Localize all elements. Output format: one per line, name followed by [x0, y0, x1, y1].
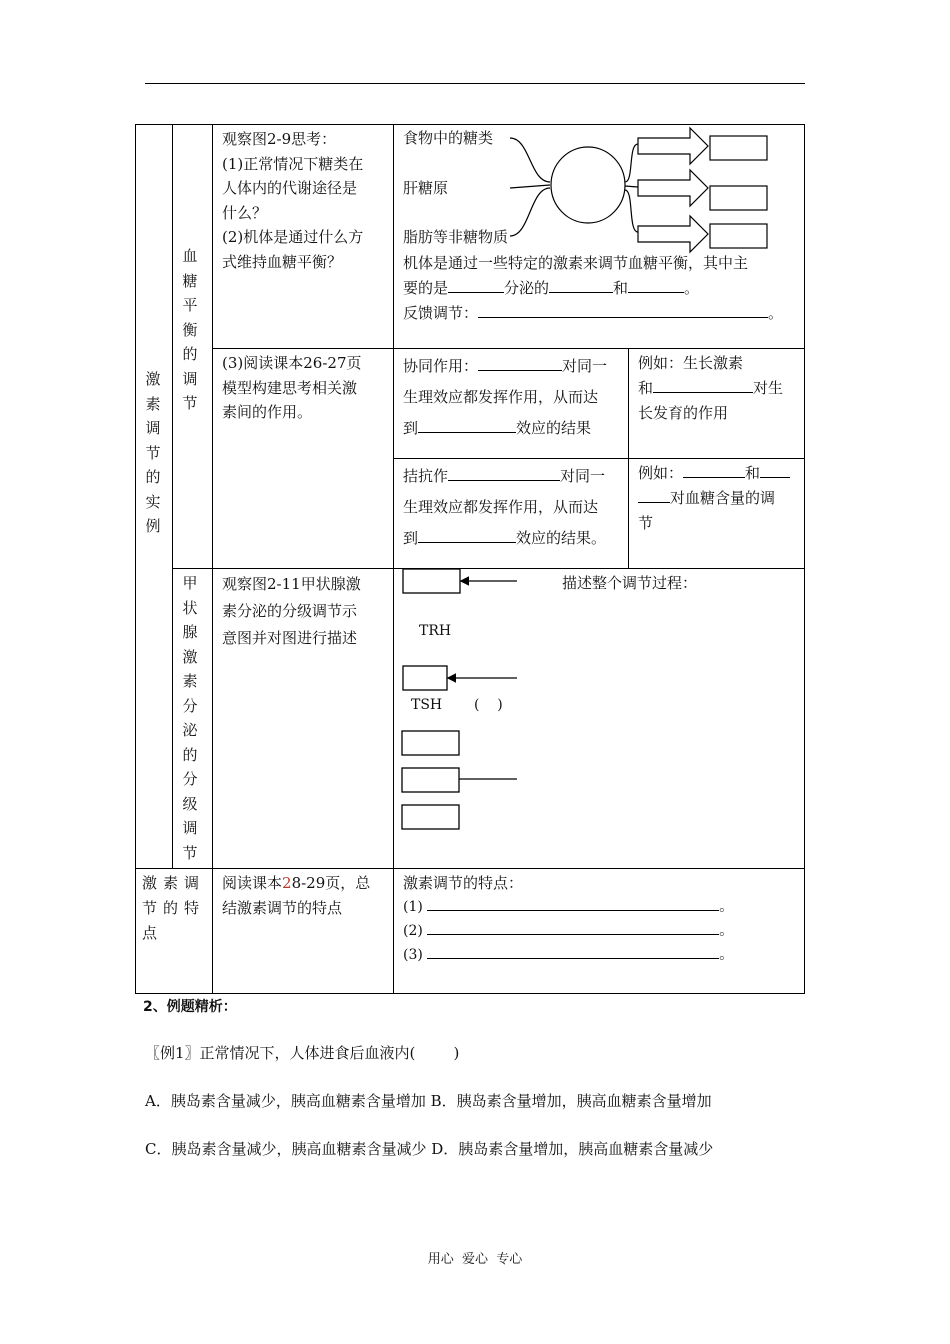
- features-label: 激素调节的特点: [142, 874, 206, 942]
- blood-sugar-diagram: [500, 124, 780, 254]
- features-answers: 激素调节的特点： (1) 。 (2) 。 (3) 。: [403, 874, 734, 963]
- example-stem: 〖例1〗正常情况下，人体进食后血液内( ): [145, 1044, 460, 1062]
- section-heading: 2、例题精析：: [143, 999, 237, 1015]
- thyroid-label: 甲 状 腺 激 素 分 泌 的 分 级 调 节: [182, 574, 198, 862]
- tsh-label: TSH: [411, 697, 443, 713]
- trh-label: TRH: [419, 623, 452, 639]
- blood-sugar-label: 血 糖 平 衡 的 调 节: [182, 247, 198, 412]
- blank-feedback[interactable]: [478, 302, 768, 318]
- arrow-2: [638, 170, 708, 206]
- header-rule: [145, 83, 805, 84]
- feedback-line: 反馈调节： 。: [403, 304, 784, 322]
- antagonism-example: 例如： 和 对血糖含量的调 节: [638, 461, 790, 536]
- blank-paren[interactable]: ( ): [474, 697, 503, 713]
- hypothalamus-box: [403, 569, 460, 593]
- target-box: [402, 805, 459, 829]
- synergy-example: 例如：生长激素 和 对生 长发育的作用: [638, 354, 784, 422]
- synergy-cell: 协同作用： 对同一 生理效应都发挥作用，从而达 到 效应的结果: [403, 357, 608, 437]
- blank-synergy[interactable]: [478, 355, 562, 371]
- blank-antagonism-hormone-2b[interactable]: [638, 487, 670, 503]
- features-reading: 阅读课本28-29页，总 结激素调节的特点: [222, 874, 371, 917]
- thyroid-description: 观察图2-11甲状腺激 素分泌的分级调节示 意图并对图进行描述: [222, 575, 361, 647]
- page-footer: 用心 爱心 专心: [427, 1252, 523, 1267]
- blank-antagonism-effect[interactable]: [418, 527, 516, 543]
- fate-box-1: [710, 136, 767, 160]
- blank-antagonism[interactable]: [448, 465, 560, 481]
- pituitary-box: [403, 666, 447, 690]
- fate-box-2: [710, 186, 767, 210]
- source-food-sugar: 食物中的糖类: [403, 129, 494, 147]
- regulation-line-1: 机体是通过一些特定的激素来调节血糖平衡，其中主: [403, 254, 749, 272]
- blood-sugar-ellipse: [551, 147, 625, 223]
- arrow-1: [638, 128, 708, 164]
- thyroid-box: [402, 731, 459, 755]
- source-liver-glycogen: 肝糖原: [403, 179, 449, 197]
- blank-hormone-2[interactable]: [628, 277, 684, 293]
- options-line-1[interactable]: A．胰岛素含量减少，胰高血糖素含量增加 B．胰岛素含量增加，胰高血糖素含量增加: [145, 1092, 712, 1110]
- blank-feature-1[interactable]: [427, 897, 719, 911]
- blank-feature-2[interactable]: [427, 921, 719, 935]
- blank-synergy-hormone[interactable]: [653, 377, 753, 393]
- regulation-line-2: 要的是 分泌的 和 。: [403, 279, 700, 297]
- blank-antagonism-hormone-2a[interactable]: [760, 462, 790, 478]
- connector-food: [510, 138, 550, 182]
- blank-feature-3[interactable]: [427, 945, 719, 959]
- options-line-2[interactable]: C．胰岛素含量减少，胰高血糖素含量减少 D．胰岛素含量增加，胰高血糖素含量减少: [145, 1140, 714, 1158]
- blank-organ[interactable]: [448, 277, 504, 293]
- fate-box-3: [710, 224, 767, 248]
- antagonism-cell: 拮抗作 对同一 生理效应都发挥作用，从而达 到 效应的结果。: [403, 467, 607, 547]
- source-non-sugar: 脂肪等非糖物质: [403, 228, 509, 246]
- blank-antagonism-hormone-1[interactable]: [683, 462, 745, 478]
- describe-process-label: 描述整个调节过程：: [562, 574, 698, 592]
- question-1-text: 观察图2-9思考： (1)正常情况下糖类在 人体内的代谢途径是 什么？ (2)机体是通过什么方 式维持血糖平衡？: [222, 130, 364, 271]
- arrow-3: [638, 216, 708, 252]
- blank-synergy-effect[interactable]: [418, 417, 516, 433]
- connector-nonsugar: [510, 188, 550, 236]
- hormone-examples-label: 激 素 调 节 的 实 例: [145, 370, 161, 535]
- question-3-text: (3)阅读课本26-27页 模型构建思考相关激 素间的作用。: [222, 354, 362, 421]
- blank-hormone-1[interactable]: [549, 277, 613, 293]
- hormone-box: [402, 768, 459, 792]
